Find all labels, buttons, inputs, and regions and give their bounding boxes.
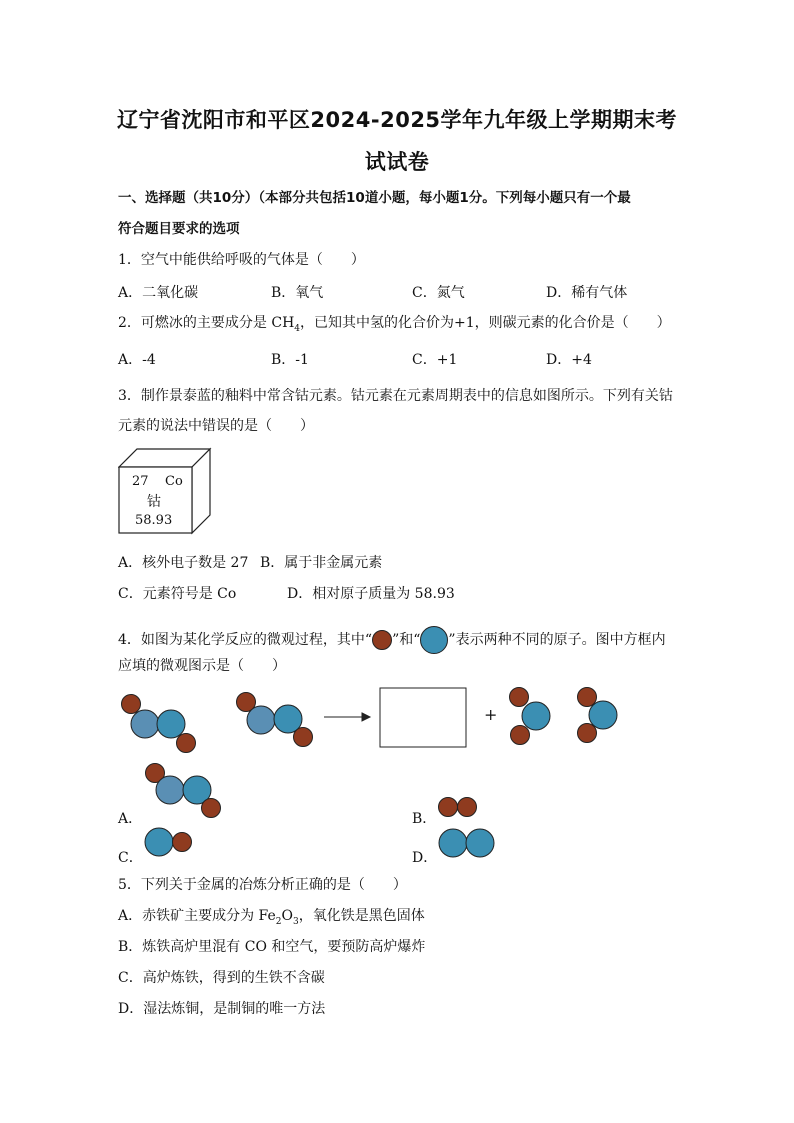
blue-atom-icon [420, 626, 448, 654]
element-name: 钴 [147, 494, 161, 510]
q5-option-c[interactable]: C．高炉炼铁，得到的生铁不含碳 [118, 970, 325, 986]
element-atomic-mass: 58.93 [135, 513, 173, 528]
q3-option-c[interactable]: C．元素符号是 Co [118, 586, 237, 602]
q2-option-c[interactable]: C．+1 [412, 352, 458, 368]
q4-stem-line2: 应填的微观图示是（ ） [118, 658, 286, 674]
q1-option-c[interactable]: C．氮气 [412, 285, 465, 301]
q4-option-b[interactable]: B． [412, 811, 437, 827]
q3-option-b[interactable]: B．属于非金属元素 [260, 555, 383, 571]
q1-option-d[interactable]: D．稀有气体 [546, 285, 628, 301]
q3-stem-line2: 元素的说法中错误的是（ ） [118, 418, 314, 434]
q3-option-d[interactable]: D．相对原子质量为 58.93 [287, 586, 455, 602]
q5-option-b[interactable]: B．炼铁高炉里混有 CO 和空气，要预防高炉爆炸 [118, 939, 426, 955]
element-atomic-number: 27 [132, 474, 149, 489]
q1-stem: 1．空气中能供给呼吸的气体是（ ） [118, 252, 365, 268]
q2-stem: 2．可燃冰的主要成分是 $CH_4$，已知其中氢的化合价为+1，则碳元素的化合价是（ ） [118, 315, 671, 334]
q4-option-d[interactable]: D． [412, 850, 438, 866]
q4-option-c[interactable]: C． [118, 850, 143, 866]
q3-stem-line1: 3．制作景泰蓝的釉料中常含钴元素。钴元素在元素周期表中的信息如图所示。下列有关钴 [118, 388, 673, 404]
q4-stem-line1: 4．如图为某化学反应的微观过程，其中“ ”和“ ”表示两种不同的原子。图中方框内 [118, 626, 666, 654]
q1-option-a[interactable]: A．二氧化碳 [118, 285, 199, 301]
q5-stem: 5．下列关于金属的冶炼分析正确的是（ ） [118, 877, 407, 893]
page-title-line1: 辽宁省沈阳市和平区2024-2025学年九年级上学期期末考 [116, 108, 678, 132]
page-title-line2: 试试卷 [364, 150, 430, 174]
q3-option-a[interactable]: A．核外电子数是 27 [118, 555, 249, 571]
brown-atom-icon [372, 630, 392, 650]
q1-option-b[interactable]: B．氧气 [271, 285, 324, 301]
q2-option-d[interactable]: D．+4 [546, 352, 592, 368]
section-header-line1: 一、选择题（共10分）（本部分共包括10道小题，每小题1分。下列每小题只有一个最 [118, 190, 631, 206]
q5-option-a[interactable]: A．赤铁矿主要成分为 $Fe_2O_3$，氧化铁是黑色固体 [118, 908, 425, 927]
element-card [118, 447, 212, 535]
q4-option-a[interactable]: A． [118, 811, 143, 827]
section-header-line2: 符合题目要求的选项 [118, 221, 240, 237]
q2-option-b[interactable]: B．-1 [271, 352, 309, 368]
reaction-plus-sign: + [484, 705, 498, 724]
element-symbol: Co [165, 474, 183, 489]
q5-option-d[interactable]: D．湿法炼铜，是制铜的唯一方法 [118, 1001, 326, 1017]
q2-option-a[interactable]: A．-4 [118, 352, 156, 368]
